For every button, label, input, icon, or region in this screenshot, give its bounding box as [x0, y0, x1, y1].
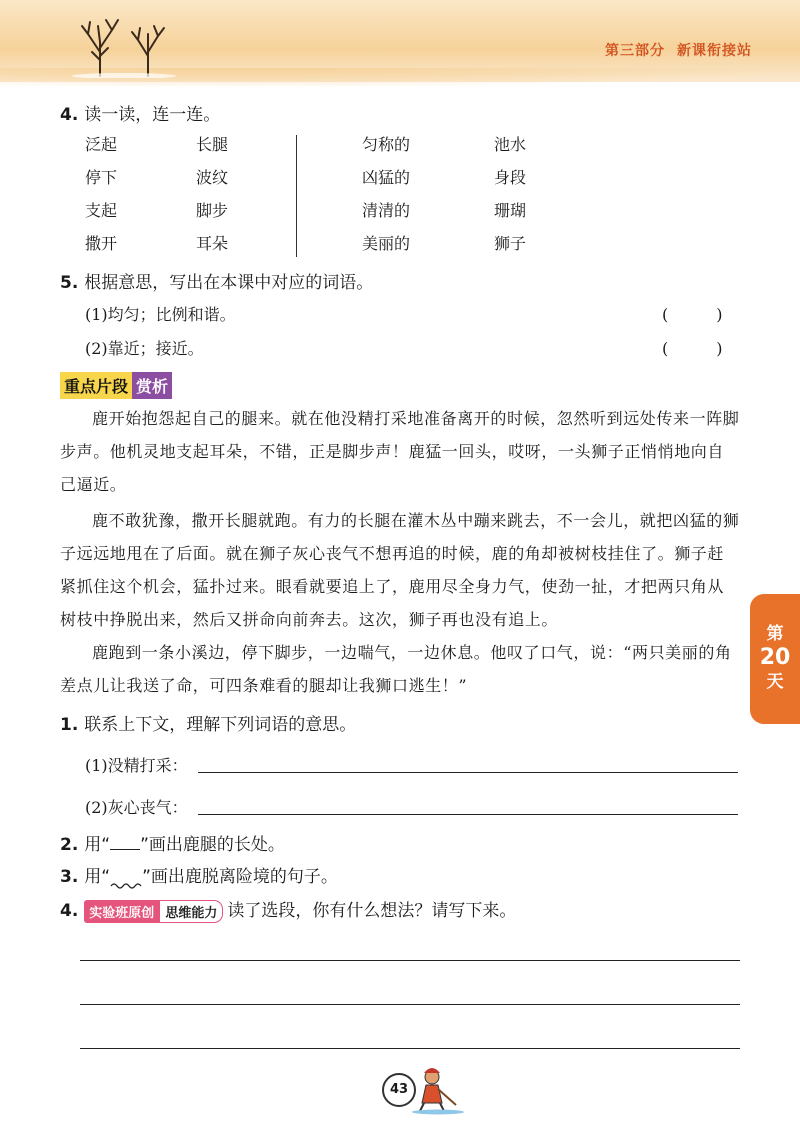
header-part: 第三部分	[605, 43, 665, 59]
match-word[interactable]: 身段	[494, 168, 527, 187]
match-word[interactable]: 脚步	[196, 201, 229, 220]
writing-line-1[interactable]	[80, 960, 740, 961]
match-word[interactable]: 池水	[494, 135, 527, 154]
match-word[interactable]: 长腿	[196, 135, 229, 154]
answer-line-2[interactable]	[198, 814, 738, 815]
match-right-col2	[494, 128, 526, 260]
q4-top-heading	[60, 100, 220, 125]
question-1-number: 1.	[60, 715, 79, 735]
match-right-col1	[362, 128, 410, 260]
match-word[interactable]: 美丽的	[362, 234, 411, 253]
passage-paragraph-2: 鹿不敢犹豫，撒开长腿就跑。有力的长腿在灌木丛中蹦来跳去，不一会儿，就把凶猛的狮子远远地甩在了后面。就在狮子灰心丧气不想再追的时候，鹿的角却被树枝挂住了。狮子赶紧抓住这个机会，猛扑过来。眼看就要追上了，鹿用尽全身力气，使劲一扯，才把两只角从树枝中挣脱出来，然后又拼命向前奔去。这次，狮子再也没有追上。	[60, 511, 740, 629]
match-divider	[296, 135, 297, 257]
tag-experimental: 实验班原创	[84, 900, 159, 923]
writing-line-3[interactable]	[80, 1048, 740, 1049]
side-tab-line3: 天	[766, 672, 784, 692]
q5-number: 5.	[60, 273, 79, 293]
question-1-item-1: (1)没精打采：	[85, 756, 188, 775]
q4-top-number: 4.	[60, 105, 79, 125]
wavy-underline-sample	[110, 868, 142, 882]
match-word[interactable]: 匀称的	[362, 135, 411, 154]
side-tab-line1: 第	[766, 624, 784, 644]
section-badge	[60, 372, 172, 398]
question-1-item-2: (2)灰心丧气：	[85, 798, 188, 817]
question-1-prompt: 联系上下文，理解下列词语的意思。	[84, 715, 357, 735]
question-2-before: 用“	[84, 835, 111, 855]
winter-trees-illustration	[70, 12, 180, 78]
match-word[interactable]: 凶猛的	[362, 168, 411, 187]
q5-answer-paren-1[interactable]: ( )	[662, 305, 723, 324]
page-number: 43	[382, 1073, 416, 1107]
q5-item-1: (1)均匀；比例和谐。	[85, 305, 236, 324]
original-question-tag	[84, 900, 223, 923]
match-word[interactable]: 支起	[85, 201, 118, 220]
match-word[interactable]: 耳朵	[196, 234, 229, 253]
match-word[interactable]: 撒开	[85, 234, 118, 253]
tag-thinking-ability: 思维能力	[159, 900, 223, 923]
question-2	[60, 830, 285, 855]
writing-line-2[interactable]	[80, 1004, 740, 1005]
match-word[interactable]: 波纹	[196, 168, 229, 187]
question-2-number: 2.	[60, 835, 79, 855]
question-3-number: 3.	[60, 867, 79, 887]
question-4	[60, 896, 516, 923]
passage-paragraph-3: 鹿跑到一条小溪边，停下脚步，一边喘气，一边休息。他叹了口气，说：“两只美丽的角差点儿让我送了命，可四条难看的腿却让我狮口逃生！”	[60, 643, 732, 695]
match-left-col1	[85, 128, 117, 260]
side-tab-day-number: 20	[759, 645, 791, 670]
q5-item-2: (2)靠近；接近。	[85, 339, 204, 358]
question-3-before: 用“	[84, 867, 111, 887]
mascot-icon	[410, 1065, 470, 1115]
q5-prompt: 根据意思，写出在本课中对应的词语。	[84, 273, 374, 293]
question-1-heading	[60, 710, 356, 735]
q4-top-prompt: 读一读，连一连。	[84, 105, 221, 125]
question-4-number: 4.	[60, 901, 79, 921]
match-word[interactable]: 清清的	[362, 201, 411, 220]
header-title	[605, 40, 752, 60]
section-badge-main: 重点片段	[60, 372, 132, 399]
answer-line-1[interactable]	[198, 772, 738, 773]
question-4-prompt: 读了选段，你有什么想法？请写下来。	[227, 901, 517, 921]
section-badge-sub: 赏析	[132, 372, 172, 399]
question-3-after: ”画出鹿脱离险境的句子。	[142, 867, 338, 887]
match-word[interactable]: 停下	[85, 168, 118, 187]
day-side-tab	[750, 594, 800, 724]
question-3	[60, 862, 338, 887]
match-left-col2	[196, 128, 228, 260]
match-word[interactable]: 珊瑚	[494, 201, 527, 220]
page-number-area	[382, 1065, 472, 1115]
match-word[interactable]: 狮子	[494, 234, 527, 253]
passage-paragraph-1: 鹿开始抱怨起自己的腿来。就在他没精打采地准备离开的时候，忽然听到远处传来一阵脚步声。他机灵地支起耳朵，不错，正是脚步声！鹿猛一回头，哎呀，一头狮子正悄悄地向自己逼近。	[60, 409, 740, 494]
q5-answer-paren-2[interactable]: ( )	[662, 339, 723, 358]
straight-underline-sample	[110, 835, 140, 850]
q5-heading	[60, 268, 373, 293]
question-2-after: ”画出鹿腿的长处。	[140, 835, 285, 855]
match-word[interactable]: 泛起	[85, 135, 118, 154]
header-section: 新课衔接站	[677, 43, 752, 59]
